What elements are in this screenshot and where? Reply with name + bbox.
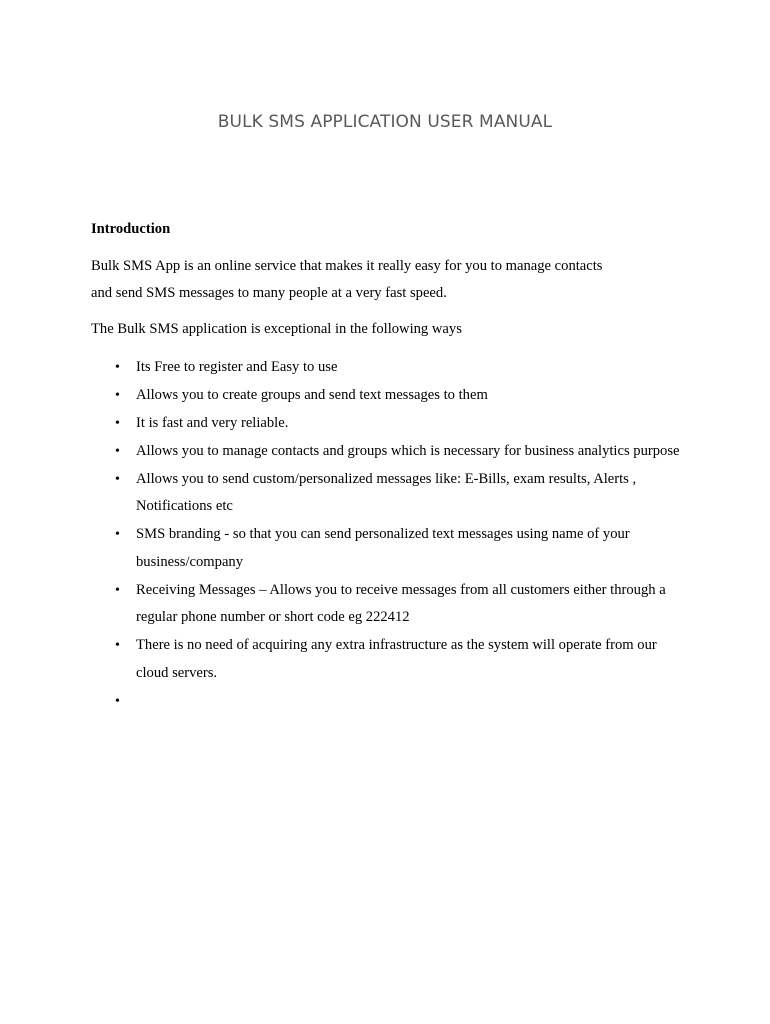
bullet-icon: •	[115, 388, 120, 403]
feature-text: SMS branding - so that you can send personalized text messages using name of your business/company	[136, 526, 630, 570]
bullet-icon: •	[115, 472, 120, 487]
bullet-icon: •	[115, 360, 120, 375]
bullet-icon: •	[115, 416, 120, 431]
feature-item	[91, 410, 691, 437]
feature-text: Allows you to manage contacts and groups which is necessary for business analytics purpose	[136, 443, 680, 459]
feature-text: Allows you to create groups and send text messages to them	[136, 387, 488, 403]
bullet-icon: •	[115, 638, 120, 654]
section-heading: Introduction	[91, 221, 171, 237]
feature-text: Allows you to send custom/personalized messages like: E-Bills, exam results, Alerts , Notifications etc	[136, 471, 637, 515]
feature-text: Its Free to register and Easy to use	[136, 359, 338, 375]
feature-item	[91, 466, 691, 521]
lead-paragraph: The Bulk SMS application is exceptional in the following ways	[91, 321, 462, 337]
features-list	[91, 354, 691, 715]
bullet-icon: •	[115, 527, 120, 543]
document-title: BULK SMS APPLICATION USER MANUAL	[217, 112, 553, 132]
feature-item-empty	[91, 688, 691, 715]
intro-paragraph	[91, 253, 691, 307]
intro-line-2: and send SMS messages to many people at a very fast speed.	[91, 285, 447, 301]
feature-text	[136, 688, 691, 715]
bullet-icon: •	[115, 444, 120, 459]
feature-text: It is fast and very reliable.	[136, 415, 289, 431]
bullet-icon: •	[115, 582, 120, 598]
document-body	[91, 216, 691, 716]
feature-item	[91, 354, 691, 381]
feature-item	[91, 382, 691, 409]
bullet-icon: •	[115, 693, 120, 709]
feature-item	[91, 632, 691, 687]
intro-line-1: Bulk SMS App is an online service that makes it really easy for you to manage contacts	[91, 258, 603, 274]
feature-text: Receiving Messages – Allows you to receive messages from all customers either through a regular phone number or short code eg 222412	[136, 581, 666, 626]
feature-item	[91, 577, 691, 632]
feature-text: There is no need of acquiring any extra infrastructure as the system will operate from our cloud servers.	[136, 637, 657, 681]
feature-item	[91, 521, 691, 576]
feature-item	[91, 438, 691, 465]
